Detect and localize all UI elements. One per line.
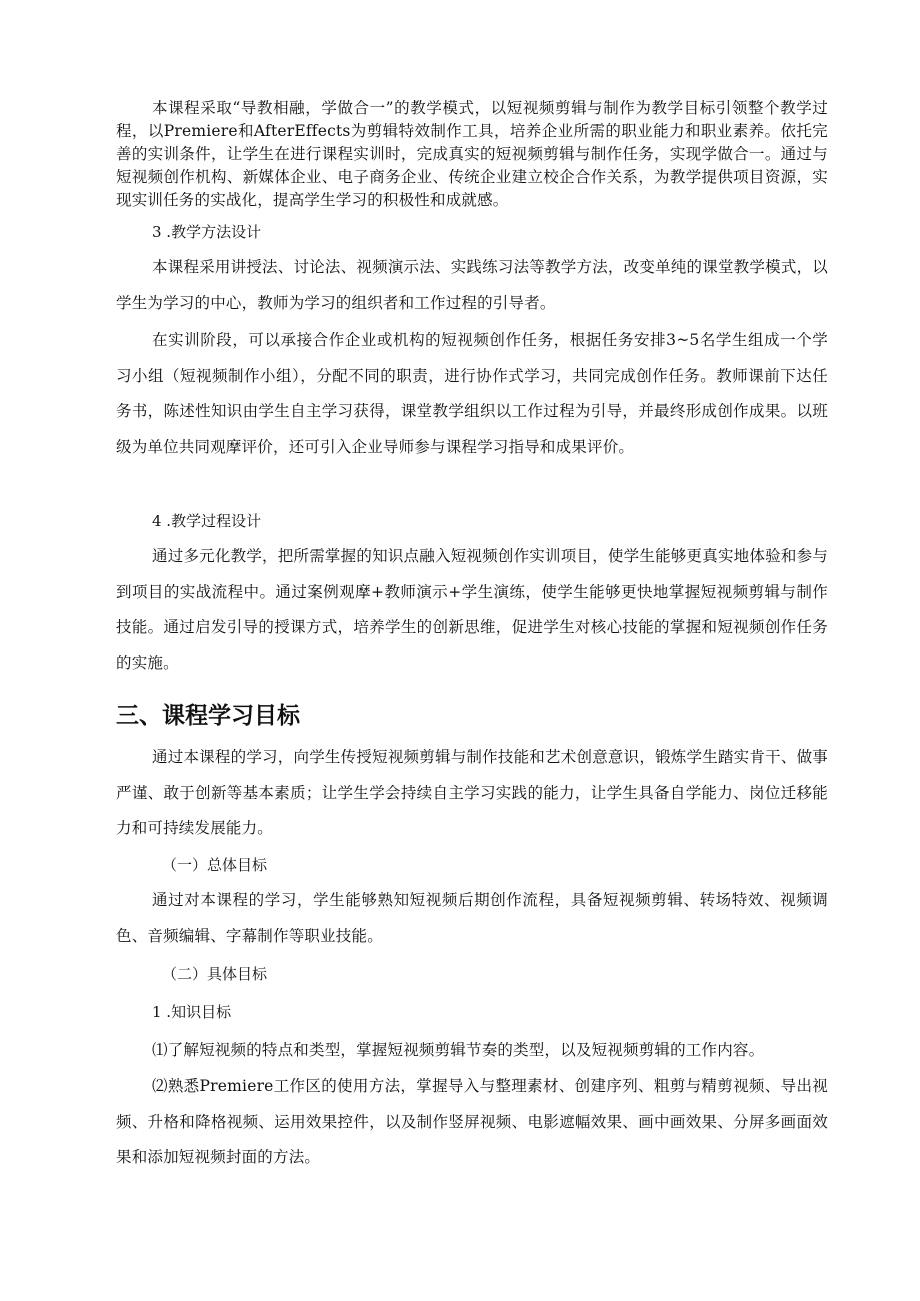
list-item-knowledge-1: ⑴了解短视频的特点和类型，掌握短视频剪辑节奏的类型，以及短视频剪辑的工作内容。 bbox=[152, 1041, 765, 1059]
paragraph-goals: 通过本课程的学习，向学生传授短视频剪辑与制作技能和艺术创意意识，锻炼学生踏实肯干、做事严谨、敢于创新等基本素质；让学生学会持续自主学习实践的能力，让学生具备自学能力、岗位迁移能力和可持续发展能力。 bbox=[116, 748, 828, 837]
list-item-knowledge-2: ⑵熟悉Premiere工作区的使用方法，掌握导入与整理素材、创建序列、粗剪与精剪视频、导出视频、升格和降格视频、运用效果控件，以及制作竖屏视频、电影遮幅效果、画中画效果、分屏多画面效果和添加短视频封面的方法。 bbox=[116, 1077, 828, 1166]
paragraph-method-2: 在实训阶段，可以承接合作企业或机构的短视频创作任务，根据任务安排3~5名学生组成一个学习小组（短视频制作小组），分配不同的职责，进行协作式学习，共同完成创作任务。教师课前下达任务书，陈述性知识由学生自主学习获得，课堂教学组织以工作过程为引导，并最终形成创作成果。以班级为单位共同观摩评价，还可引入企业导师参与课程学习指导和成果评价。 bbox=[116, 331, 828, 456]
paragraph-course-mode: 本课程采取“导教相融，学做合一”的教学模式，以短视频剪辑与制作为教学目标引领整个教学过程，以Premiere和AfterEffects为剪辑特效制作工具，培养企业所需的职业能力和职业素养。依托完善的实训条件，让学生在进行课程实训时，完成真实的短视频剪辑与制作任务，实现学做合一。通过与短视频创作机构、新媒体企业、电子商务企业、传统企业建立校企合作关系，为教学提供项目资源，实现实训任务的实战化，提高学生学习的积极性和成就感。 bbox=[116, 99, 828, 209]
heading-teaching-process: 4 .教学过程设计 bbox=[152, 512, 262, 530]
paragraph-process: 通过多元化教学，把所需掌握的知识点融入短视频创作实训项目，使学生能够更真实地体验和参与到项目的实战流程中。通过案例观摩+教师演示+学生演练，使学生能够更快地掌握短视频剪辑与制作技能。通过启发引导的授课方式，培养学生的创新思维，促进学生对核心技能的掌握和短视频创作任务的实施。 bbox=[116, 547, 828, 672]
heading-teaching-method: 3 .教学方法设计 bbox=[152, 223, 262, 241]
paragraph-overall-goal: 通过对本课程的学习，学生能够熟知短视频后期创作流程，具备短视频剪辑、转场特效、视频调色、音频编辑、字幕制作等职业技能。 bbox=[116, 891, 828, 945]
paragraph-method-1: 本课程采用讲授法、讨论法、视频演示法、实践练习法等教学方法，改变单纯的课堂教学模式，以学生为学习的中心，教师为学习的组织者和工作过程的引导者。 bbox=[116, 258, 828, 312]
section-title-learning-goals: 三、课程学习目标 bbox=[116, 703, 300, 729]
subheading-specific-goals: （二）具体目标 bbox=[162, 965, 268, 983]
heading-knowledge-goal: 1 .知识目标 bbox=[152, 1003, 232, 1021]
subheading-overall-goal: （一）总体目标 bbox=[162, 856, 268, 874]
